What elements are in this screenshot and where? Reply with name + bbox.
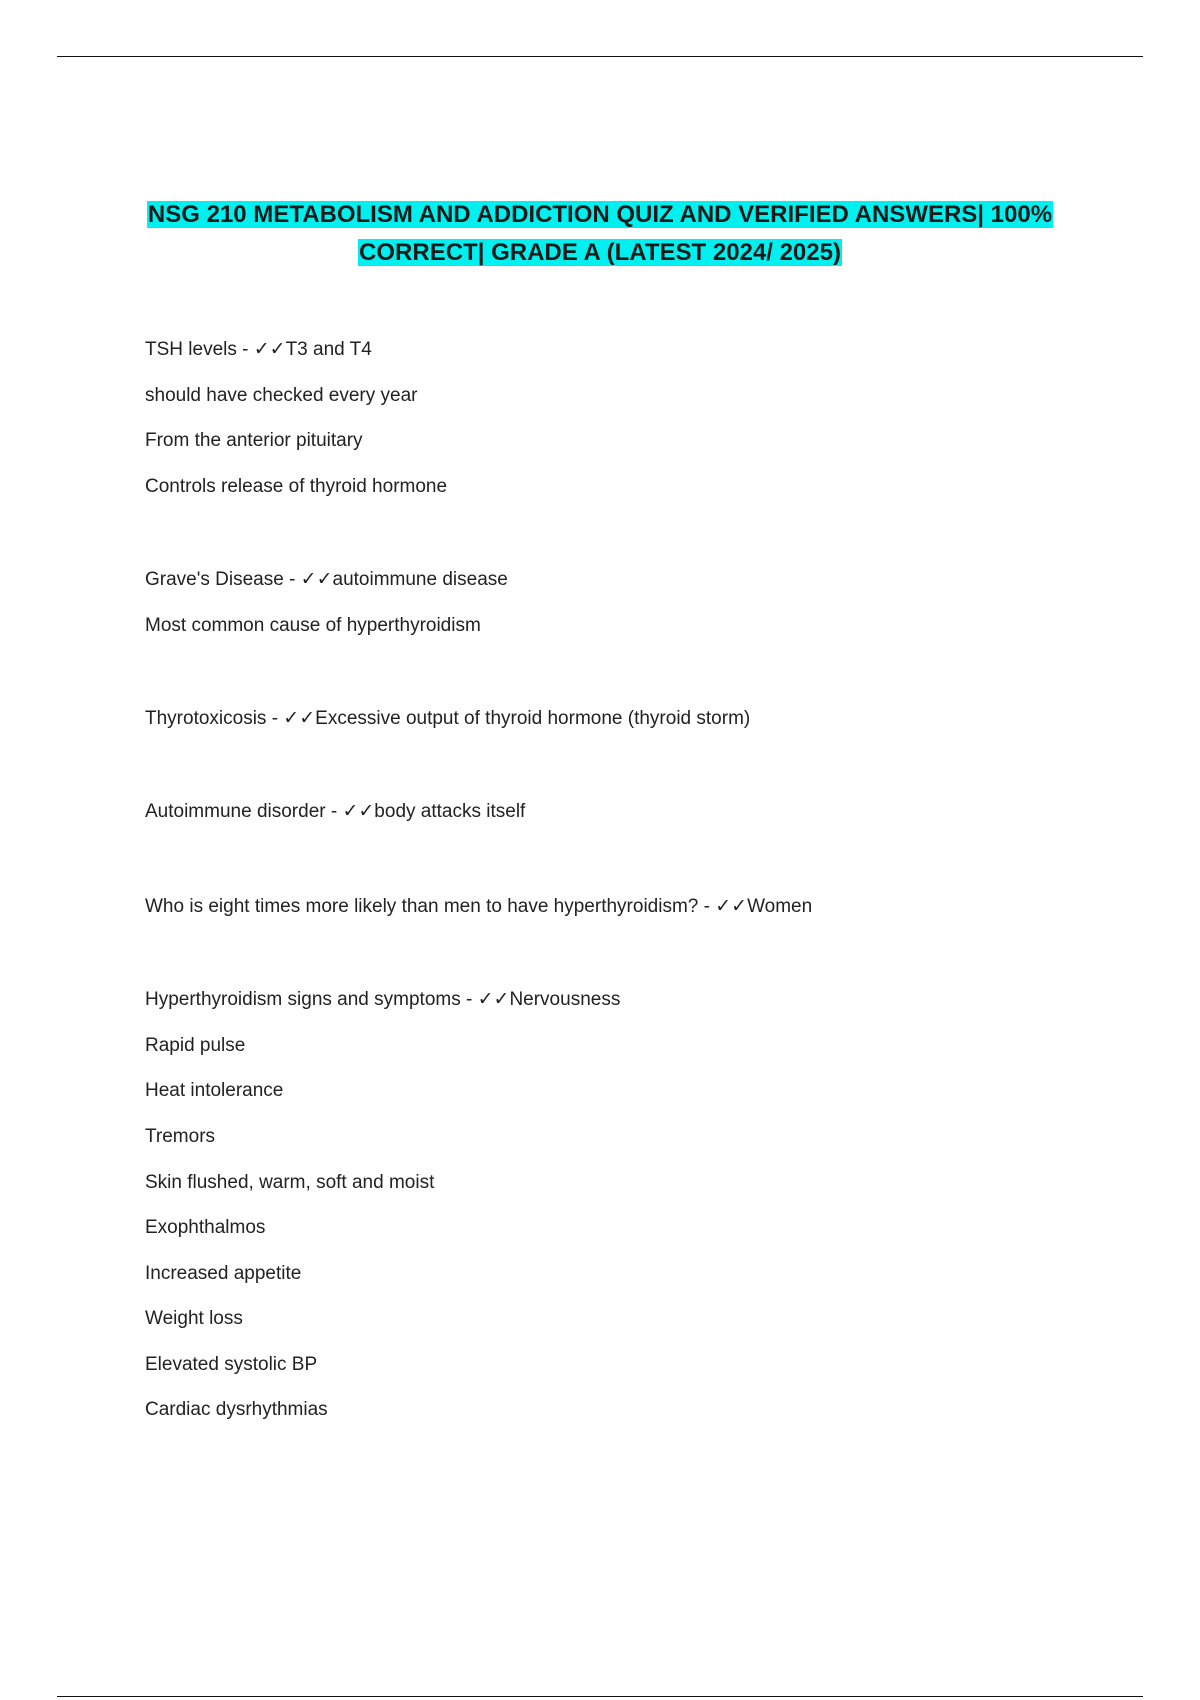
- symptom-item: Cardiac dysrhythmias: [145, 1399, 328, 1420]
- qa-graves-line-2: Most common cause of hyperthyroidism: [145, 615, 481, 636]
- symptom-item: Heat intolerance: [145, 1080, 284, 1101]
- bottom-rule: [57, 1696, 1143, 1697]
- qa-tsh-levels: TSH levels - ✓✓T3 and T4: [145, 339, 372, 360]
- qa-graves-disease: Grave's Disease - ✓✓autoimmune disease: [145, 569, 508, 590]
- symptom-item: Elevated systolic BP: [145, 1354, 318, 1375]
- symptom-item: Tremors: [145, 1126, 216, 1147]
- symptom-item: Increased appetite: [145, 1263, 302, 1284]
- symptom-item: Weight loss: [145, 1308, 243, 1329]
- qa-autoimmune-disorder: Autoimmune disorder - ✓✓body attacks itself: [145, 801, 526, 822]
- symptom-item: Skin flushed, warm, soft and moist: [145, 1172, 435, 1193]
- symptom-item: Rapid pulse: [145, 1035, 246, 1056]
- title-line-1: NSG 210 METABOLISM AND ADDICTION QUIZ AND VERIFIED ANSWERS| 100%: [147, 201, 1053, 228]
- title-line-2: CORRECT| GRADE A (LATEST 2024/ 2025): [359, 239, 841, 266]
- qa-thyrotoxicosis: Thyrotoxicosis - ✓✓Excessive output of thyroid hormone (thyroid storm): [145, 708, 751, 729]
- qa-tsh-line-2: should have checked every year: [145, 385, 418, 406]
- symptom-item: Exophthalmos: [145, 1217, 266, 1238]
- qa-tsh-line-3: From the anterior pituitary: [145, 430, 363, 451]
- top-rule: [57, 56, 1143, 57]
- qa-tsh-line-4: Controls release of thyroid hormone: [145, 476, 448, 497]
- document-title: [100, 196, 1100, 272]
- qa-women-hyperthyroidism: Who is eight times more likely than men to have hyperthyroidism? - ✓✓Women: [145, 896, 813, 917]
- qa-hyperthyroidism-symptoms: Hyperthyroidism signs and symptoms - ✓✓Nervousness: [145, 989, 621, 1010]
